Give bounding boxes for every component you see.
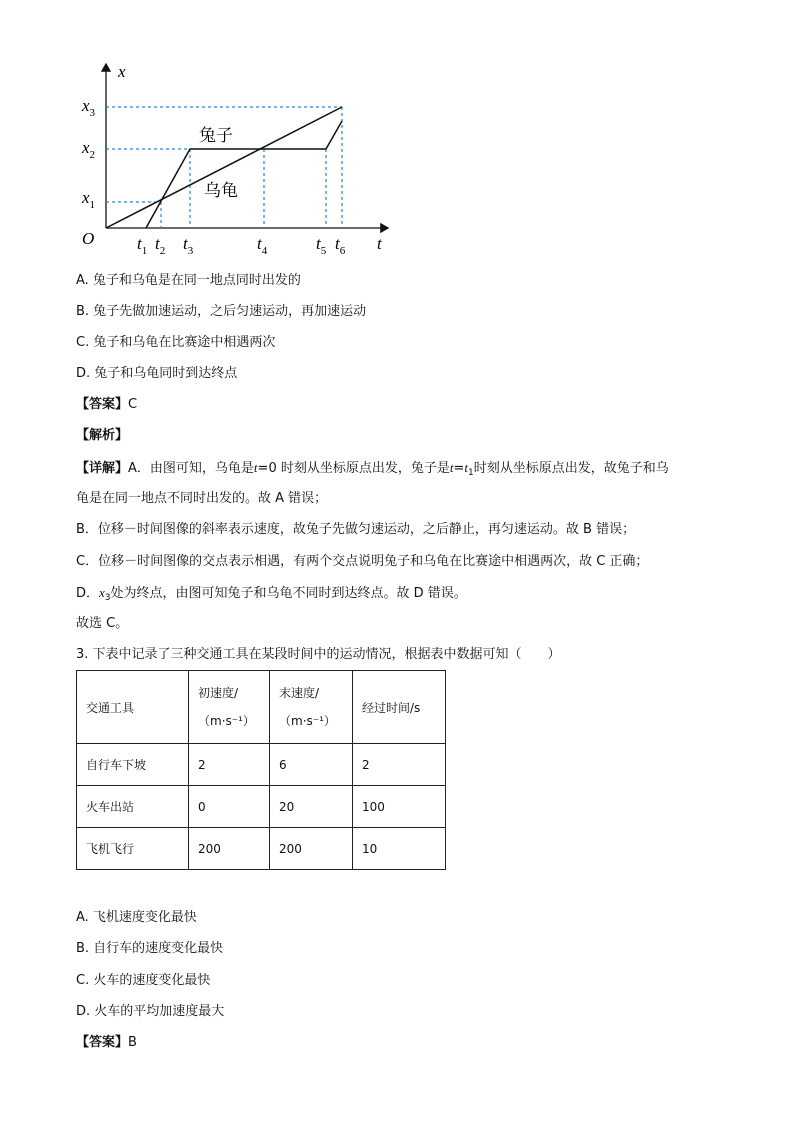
detail-text: 时刻从坐标原点出发，故兔子和乌 <box>473 461 669 476</box>
q3-stem: 3. 下表中记录了三种交通工具在某段时间中的运动情况，根据表中数据可知（ ） <box>76 647 561 662</box>
q3-answer <box>76 1034 137 1052</box>
q2-answer <box>76 396 137 414</box>
table-cell: 0 <box>189 786 270 828</box>
detail-text: = <box>453 461 465 476</box>
x-axis-label: t <box>377 234 382 253</box>
q3-option-a: A. 飞机速度变化最快 <box>76 910 197 925</box>
detail-text: A．由图可知，乌龟是 <box>128 461 254 476</box>
header-cell <box>189 671 270 744</box>
var-t: t <box>253 460 258 475</box>
y-tick-x3: $x_3$ <box>82 96 96 119</box>
answer-tag: 【答案】 <box>76 1035 129 1050</box>
var-t: t <box>464 460 468 475</box>
header-unit: （m·s⁻¹） <box>279 714 336 728</box>
table-row <box>77 828 446 870</box>
y-tick-x1: $x_1$ <box>82 188 96 211</box>
y-axis-label: x <box>118 62 126 81</box>
q2-option-a: A. 兔子和乌龟是在同一地点同时出发的 <box>76 273 301 288</box>
q2-option-b: B. 兔子先做加速运动，之后匀速运动，再加速运动 <box>76 304 367 319</box>
var-t: t <box>449 460 454 475</box>
table-cell: 10 <box>353 828 446 870</box>
x-tick-t4: $t_4$ <box>257 234 268 257</box>
header-text: 经过时间/s <box>362 700 421 715</box>
var-subscript: 1 <box>468 468 474 478</box>
q2-option-d: D. 兔子和乌龟同时到达终点 <box>76 366 238 381</box>
y-tick-x2: $x_2$ <box>82 138 96 161</box>
table-cell: 200 <box>270 828 353 870</box>
table-cell: 自行车下坡 <box>77 744 189 786</box>
header-cell <box>77 671 189 744</box>
detail-text: D． <box>76 586 100 601</box>
table-header-row <box>77 671 446 744</box>
x-tick-t2: $t_2$ <box>155 234 166 257</box>
table-cell: 2 <box>189 744 270 786</box>
q3-option-d: D. 火车的平均加速度最大 <box>76 1004 225 1019</box>
rabbit-label: 兔子 <box>199 126 233 146</box>
header-text: 末速度/ <box>279 686 320 700</box>
header-text: 初速度/ <box>198 686 239 700</box>
var-x: x <box>99 585 105 600</box>
table-cell: 飞机飞行 <box>77 828 189 870</box>
detail-text: 处为终点，由图可知兔子和乌龟不同时到达终点。故 D 错误。 <box>110 586 467 601</box>
q3-option-c: C. 火车的速度变化最快 <box>76 973 211 988</box>
q2-option-c: C. 兔子和乌龟在比赛途中相遇两次 <box>76 335 276 350</box>
q2-detail-a-line1 <box>76 459 669 482</box>
table-cell: 20 <box>270 786 353 828</box>
table-cell: 100 <box>353 786 446 828</box>
detail-text: =0 时刻从坐标原点出发，兔子是 <box>257 461 450 476</box>
position-time-graph <box>0 0 794 270</box>
table-cell: 2 <box>353 744 446 786</box>
header-unit: （m·s⁻¹） <box>198 714 255 728</box>
q2-detail-b: B．位移－时间图像的斜率表示速度，故兔子先做匀速运动，之后静止，再匀速运动。故 B 错误； <box>76 522 636 537</box>
table-row <box>77 786 446 828</box>
x-tick-t6: $t_6$ <box>335 234 346 257</box>
table-cell: 200 <box>189 828 270 870</box>
q2-conclusion: 故选 C。 <box>76 616 129 631</box>
q2-detail-a-line2: 龟是在同一地点不同时出发的。故 A 错误； <box>76 491 328 506</box>
header-cell <box>270 671 353 744</box>
header-text: 交通工具 <box>86 700 135 715</box>
answer-value: B <box>128 1035 137 1050</box>
answer-tag: 【答案】 <box>76 397 129 412</box>
table-cell: 6 <box>270 744 353 786</box>
answer-value: C <box>128 397 138 412</box>
x-tick-t3: $t_3$ <box>183 234 194 257</box>
x-tick-t5: $t_5$ <box>316 234 327 257</box>
x-tick-t1: $t_1$ <box>137 234 148 257</box>
var-subscript: 3 <box>104 593 111 603</box>
header-cell <box>353 671 446 744</box>
table-row <box>77 744 446 786</box>
q2-analysis-tag: 【解析】 <box>76 428 129 443</box>
q3-option-b: B. 自行车的速度变化最快 <box>76 941 224 956</box>
q2-detail-c: C．位移－时间图像的交点表示相遇，有两个交点说明兔子和乌龟在比赛途中相遇两次，故 C 正确； <box>76 554 649 569</box>
detail-tag: 【详解】 <box>76 461 129 476</box>
table-cell: 火车出站 <box>77 786 189 828</box>
rabbit-line <box>146 121 342 228</box>
turtle-label: 乌龟 <box>204 181 238 201</box>
q2-detail-d <box>76 584 467 607</box>
q3-table <box>76 670 446 870</box>
origin-label: O <box>82 229 95 248</box>
